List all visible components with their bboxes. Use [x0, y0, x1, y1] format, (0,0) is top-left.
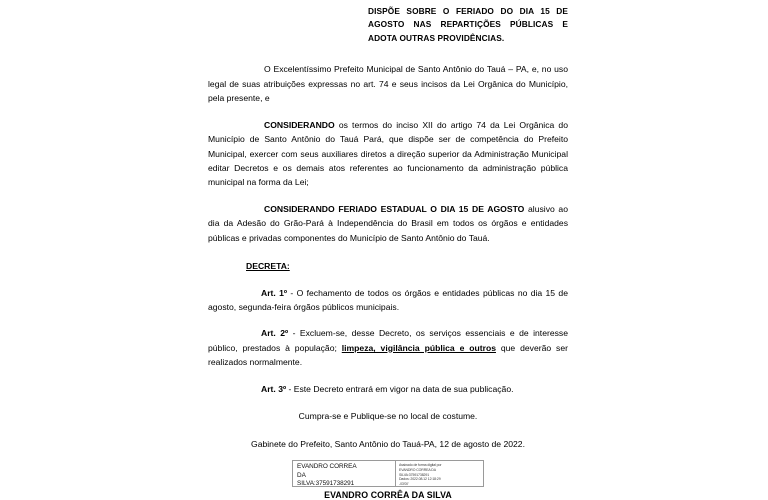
cert-name-line-3: SILVA:37591738291 — [297, 480, 355, 488]
paragraph-article-1 — [208, 274, 568, 315]
considerando-2-label: CONSIDERANDO FERIADO ESTADUAL O DIA 15 DE AGOSTO — [264, 203, 525, 214]
article-1-text: - O fechamento de todos os órgãos e entidades públicas no dia 15 de agosto, segunda-feira órgãos públicos municipais. — [208, 287, 568, 312]
signer-name: EVANDRO CORRÊA DA SILVA — [324, 490, 452, 500]
paragraph-closing — [208, 396, 568, 423]
signature-details — [396, 461, 483, 486]
signature-detail-line-2: EVANDRO CORREA DA — [399, 467, 436, 472]
signature-detail-line-4: Dados: 2022.08.12 12:18:29 — [399, 477, 441, 482]
ementa-text: DISPÕE SOBRE O FERIADO DO DIA 15 DE AGOSTO NAS REPARTIÇÕES PÚBLICAS E ADOTA OUTRAS PROVIDÊNCIAS. — [368, 6, 568, 43]
article-2-text-after: que deverão ser realizados normalmente. — [208, 342, 568, 368]
decreta-heading — [208, 245, 568, 273]
document-content — [208, 0, 568, 500]
digital-signature-box — [292, 460, 484, 487]
closing-text: Cumpra-se e Publique-se no local de costume. — [298, 411, 478, 422]
considerando-1-label: CONSIDERANDO — [264, 119, 335, 130]
document-ementa — [368, 0, 568, 45]
article-2-label: Art. 2º — [261, 328, 289, 339]
paragraph-considerando-2 — [208, 190, 568, 245]
article-2-emphasis: limpeza, vigilância pública e outros — [341, 342, 496, 353]
decreta-label: DECRETA: — [246, 261, 290, 272]
paragraph-article-2 — [208, 314, 568, 369]
article-3-label: Art. 3º — [261, 383, 287, 394]
article-3-text: - Este Decreto entrará em vigor na data de sua publicação. — [286, 383, 514, 394]
preamble-text: O Excelentíssimo Prefeito Municipal de Santo Antônio do Tauá – PA, e, no uso legal de suas atribuições expressas no art. 74 e seus incisos da Lei Orgânica do Município, pela presente, e — [208, 64, 568, 104]
article-1-label: Art. 1º — [261, 287, 288, 298]
gabinete-text: Gabinete do Prefeito, Santo Antônio do Tauá-PA, 12 de agosto de 2022. — [251, 438, 525, 449]
signature-detail-line-3: SILVA:37591738291 — [399, 472, 430, 477]
paragraph-preamble — [208, 45, 568, 105]
cert-name-line-1: EVANDRO CORREA — [297, 463, 357, 471]
paragraph-article-3 — [208, 370, 568, 396]
considerando-1-text: os termos do inciso XII do artigo 74 da Lei Orgânica do Município de Santo Antônio do Tauá Pará, que dispõe ser de competência do Prefeito Municipal, exercer com seus auxiliares diretos a direção superior da Administração Municipal editar Decretos e os demais atos referentes ao funcionamento da administração pública municipal na forma da Lei; — [208, 119, 568, 188]
cert-name-line-2: DA — [297, 471, 306, 479]
signature-detail-line-5: -03'00' — [399, 482, 409, 487]
article-2-text-before: - Excluem-se, desse Decreto, os serviços essenciais e de interesse público, prestados à população; — [208, 328, 568, 353]
paragraph-gabinete — [208, 424, 568, 451]
signature-certificate-name — [293, 461, 395, 486]
signature-detail-line-1: Assinado de forma digital por — [399, 462, 442, 467]
considerando-2-text: alusivo ao dia da Adesão do Grão-Pará à Independência do Brasil em todos os órgãos e entidades públicas e privadas componentes do Município de Santo Antônio do Tauá. — [208, 203, 568, 243]
digital-signature-wrapper — [208, 460, 568, 487]
paragraph-considerando-1 — [208, 106, 568, 190]
